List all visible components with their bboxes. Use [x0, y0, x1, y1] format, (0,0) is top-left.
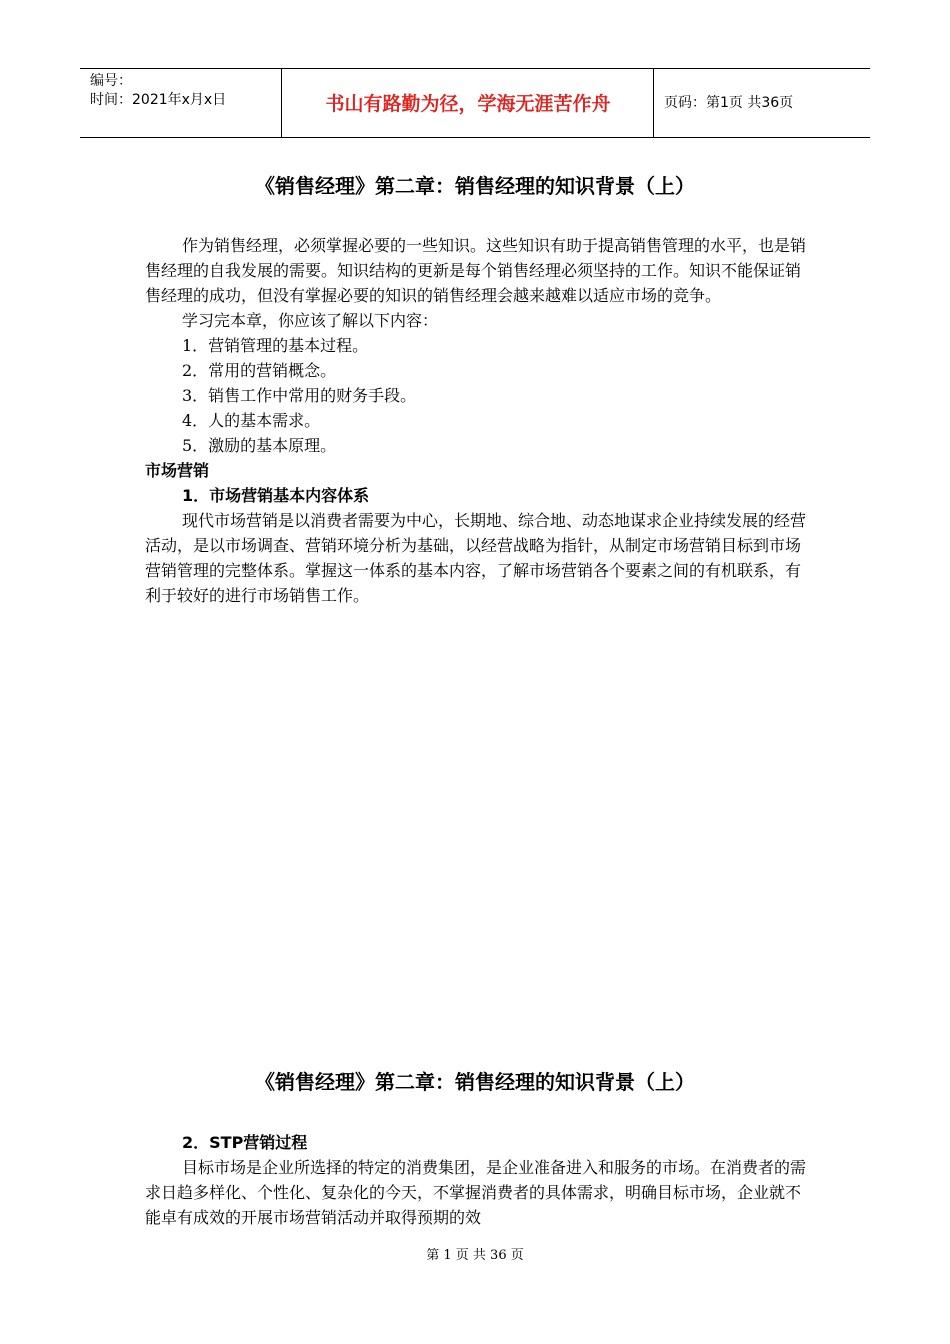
page2-body [145, 1130, 813, 1230]
subsection-paragraph: 现代市场营销是以消费者需要为中心，长期地、综合地、动态地谋求企业持续发展的经营活动，是以市场调查、营销环境分析为基础，以经营战略为指针，从制定市场营销目标到市场营销管理的完整体系。掌握这一体系的基本内容，了解市场营销各个要素之间的有机联系，有利于较好的进行市场销售工作。 [145, 511, 807, 605]
learn-item: 4．人的基本需求。 [182, 411, 321, 430]
learn-item: 3．销售工作中常用的财务手段。 [182, 386, 417, 405]
motto-text: 书山有路勤为径，学海无涯苦作舟 [325, 93, 611, 115]
header-meta-cell [80, 69, 282, 137]
document-header [80, 68, 870, 138]
page2-title: 《销售经理》第二章：销售经理的知识背景（上） [255, 1070, 695, 1094]
learn-item: 1．营销管理的基本过程。 [182, 336, 369, 355]
header-motto-cell [282, 69, 654, 137]
stp-heading: 2．STP营销过程 [182, 1133, 308, 1152]
section-heading: 市场营销 [145, 461, 210, 480]
header-page-cell [654, 69, 870, 137]
learn-item: 2．常用的营销概念。 [182, 361, 337, 380]
page1-body [145, 233, 813, 608]
learn-item: 5．激励的基本原理。 [182, 436, 337, 455]
time-label: 时间：2021年x月x日 [90, 92, 227, 108]
intro-paragraph: 作为销售经理，必须掌握必要的一些知识。这些知识有助于提高销售管理的水平，也是销售经理的自我发展的需要。知识结构的更新是每个销售经理必须坚持的工作。知识不能保证销售经理的成功，但没有掌握必要的知识的销售经理会越来越难以适应市场的竞争。 [145, 236, 807, 305]
number-label: 编号： [90, 73, 132, 89]
page-title: 《销售经理》第二章：销售经理的知识背景（上） [255, 174, 695, 198]
learn-intro: 学习完本章，你应该了解以下内容： [182, 311, 439, 330]
stp-paragraph: 目标市场是企业所选择的特定的消费集团，是企业准备进入和服务的市场。在消费者的需求日趋多样化、个性化、复杂化的今天，不掌握消费者的具体需求，明确目标市场，企业就不能卓有成效的开展市场营销活动并取得预期的效 [145, 1158, 807, 1227]
page-code: 页码：第1页 共36页 [664, 95, 794, 111]
page-footer: 第 1 页 共 36 页 [426, 1248, 524, 1263]
subsection-heading: 1．市场营销基本内容体系 [182, 486, 370, 505]
